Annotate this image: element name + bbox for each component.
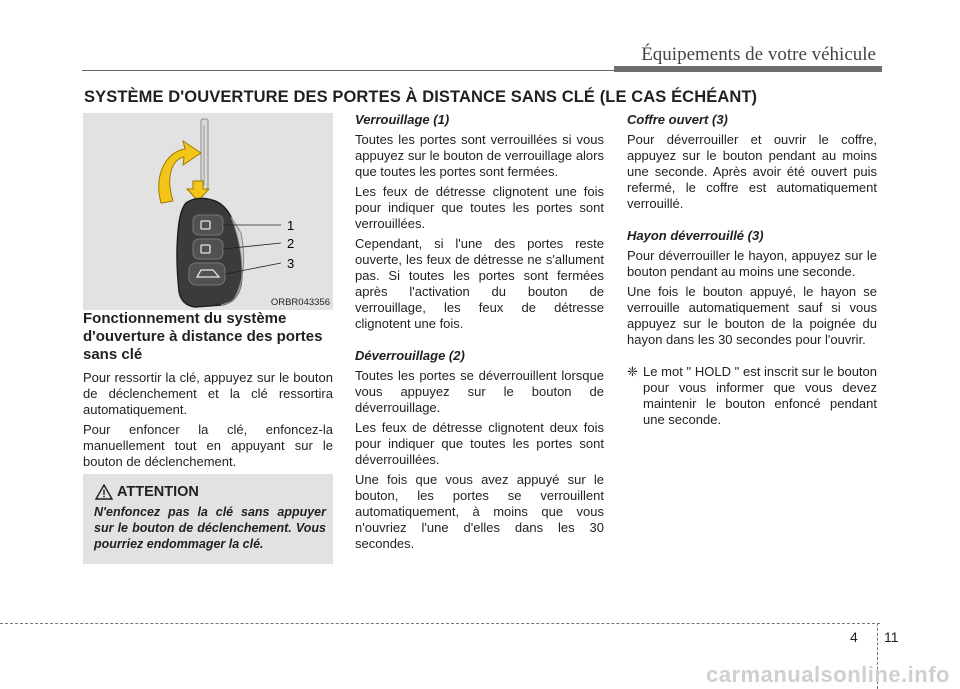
unlock-button[interactable] [193, 239, 223, 259]
lock-paragraph-2: Les feux de détresse clignotent une fois pour indiquer que toutes les portes sont verrouillées. [355, 184, 604, 231]
chapter-title: Équipements de votre véhicule [641, 44, 876, 65]
callout-1: 1 [287, 218, 295, 233]
column-3 [627, 112, 877, 432]
attention-text: N'enfoncez pas la clé sans appuyer sur le bouton de déclenchement. Vous pourriez endommager la clé. [94, 505, 326, 551]
hold-note [627, 364, 877, 428]
column-1 [83, 310, 333, 474]
col1-heading: Fonctionnement du système d'ouverture à distance des portes sans clé [83, 310, 323, 363]
unlock-paragraph-2: Les feux de détresse clignotent deux fois pour indiquer que toutes les portes sont déverrouillées. [355, 420, 604, 467]
lock-paragraph-3: Cependant, si l'une des portes reste ouverte, les feux de détresse ne s'allument pas. Si toutes les portes sont fermées après l'activation du bouton de verrouillage, les feux de détresse clignotent une fois. [355, 236, 604, 331]
lock-paragraph-1: Toutes les portes sont verrouillées si vous appuyez sur le bouton de verrouillage alors que toutes les portes sont fermées. [355, 132, 604, 179]
unlock-title: Déverrouillage (2) [355, 348, 465, 363]
trunk-paragraph-1: Pour déverrouiller et ouvrir le coffre, appuyez sur le bouton pendant au moins une seconde. Après avoir été ouvert puis refermé, le coffre est automatiquement verrouillé. [627, 132, 877, 211]
watermark: carmanualsonline.info [706, 662, 950, 687]
key-fob-figure [83, 113, 333, 310]
hold-note-text: Le mot " HOLD " est inscrit sur le bouton pour vous informer que vous devez maintenir le bouton enfoncé pendant une seconde. [643, 364, 877, 427]
page-chapter-number: 4 [850, 629, 858, 645]
attention-title: ATTENTION [117, 484, 199, 500]
lock-title: Verrouillage (1) [355, 112, 450, 127]
callout-2: 2 [287, 236, 295, 251]
col1-paragraph-2: Pour enfoncer la clé, enfoncez-la manuellement tout en appuyant sur le bouton de déclenchement. [83, 422, 333, 469]
header-rule-accent [614, 66, 882, 72]
warning-icon [95, 484, 113, 500]
page-number: 11 [884, 629, 899, 645]
unlock-paragraph-1: Toutes les portes se déverrouillent lorsque vous appuyez sur le bouton de déverrouillage. [355, 368, 604, 415]
column-2 [355, 112, 604, 556]
trunk-title: Coffre ouvert (3) [627, 112, 728, 127]
unlock-paragraph-3: Une fois que vous avez appuyé sur le bouton, les portes se verrouillent automatiquement, à moins que vous n'ouvriez l'une d'elles dans les 30 secondes. [355, 472, 604, 551]
lock-button[interactable] [193, 215, 223, 235]
callout-3: 3 [287, 256, 295, 271]
col1-paragraph-1: Pour ressortir la clé, appuyez sur le bouton de déclenchement et la clé ressortira automatiquement. [83, 370, 333, 417]
attention-box [83, 474, 333, 564]
section-title: SYSTÈME D'OUVERTURE DES PORTES À DISTANCE SANS CLÉ (LE CAS ÉCHÉANT) [84, 88, 758, 106]
footer-rule [0, 623, 880, 624]
hatch-paragraph-2: Une fois le bouton appuyé, le hayon se verrouille automatiquement sauf si vous appuyez sur le bouton de la poignée du hayon dans les 30 secondes pour l'ouvrir. [627, 284, 877, 347]
trunk-button[interactable] [189, 263, 225, 285]
key-fob-illustration [83, 113, 333, 310]
hatch-paragraph-1: Pour déverrouiller le hayon, appuyez sur le bouton pendant au moins une seconde. [627, 248, 877, 279]
note-symbol-icon: ❈ [627, 364, 638, 379]
hatch-title: Hayon déverrouillé (3) [627, 228, 764, 243]
figure-code: ORBR043356 [270, 297, 330, 308]
